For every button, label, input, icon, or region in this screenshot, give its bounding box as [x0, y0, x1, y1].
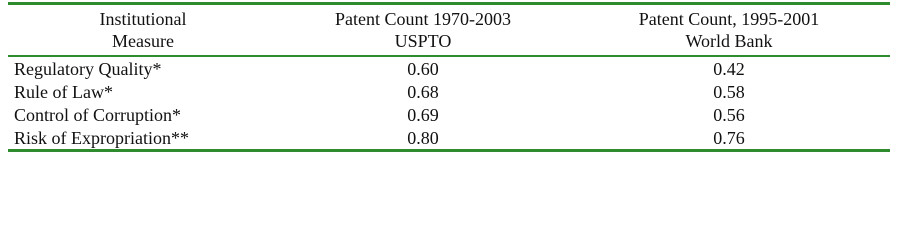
- table-row: [8, 103, 890, 126]
- worldbank-cell: 0.42: [713, 58, 745, 79]
- header-line: USPTO: [394, 31, 452, 51]
- worldbank-cell: 0.58: [713, 81, 745, 102]
- header-uspto: [278, 5, 568, 55]
- header-row: [8, 5, 890, 55]
- table-body: [8, 57, 890, 149]
- measure-cell: Rule of Law*: [14, 81, 113, 102]
- uspto-cell: 0.60: [407, 58, 439, 79]
- worldbank-cell: 0.76: [713, 127, 745, 148]
- uspto-cell: 0.80: [407, 127, 439, 148]
- correlation-table: [8, 0, 890, 152]
- table-row: [8, 80, 890, 103]
- header-line: Patent Count 1970-2003: [335, 9, 511, 29]
- uspto-cell: 0.69: [407, 104, 439, 125]
- table-row: [8, 57, 890, 80]
- table: [8, 5, 890, 55]
- table-row: [8, 126, 890, 149]
- worldbank-cell: 0.56: [713, 104, 745, 125]
- measure-cell: Regulatory Quality*: [14, 58, 162, 79]
- uspto-cell: 0.68: [407, 81, 439, 102]
- measure-cell: Risk of Expropriation**: [14, 127, 189, 148]
- table-header: [8, 5, 890, 55]
- header-line: Institutional: [99, 9, 187, 29]
- table-bottom-rule: [8, 149, 890, 152]
- measure-cell: Control of Corruption*: [14, 104, 181, 125]
- header-line: Patent Count, 1995-2001: [638, 9, 820, 29]
- header-line: World Bank: [685, 31, 773, 51]
- header-world-bank: [568, 5, 890, 55]
- header-institutional-measure: [8, 5, 278, 55]
- header-line: Measure: [112, 31, 174, 51]
